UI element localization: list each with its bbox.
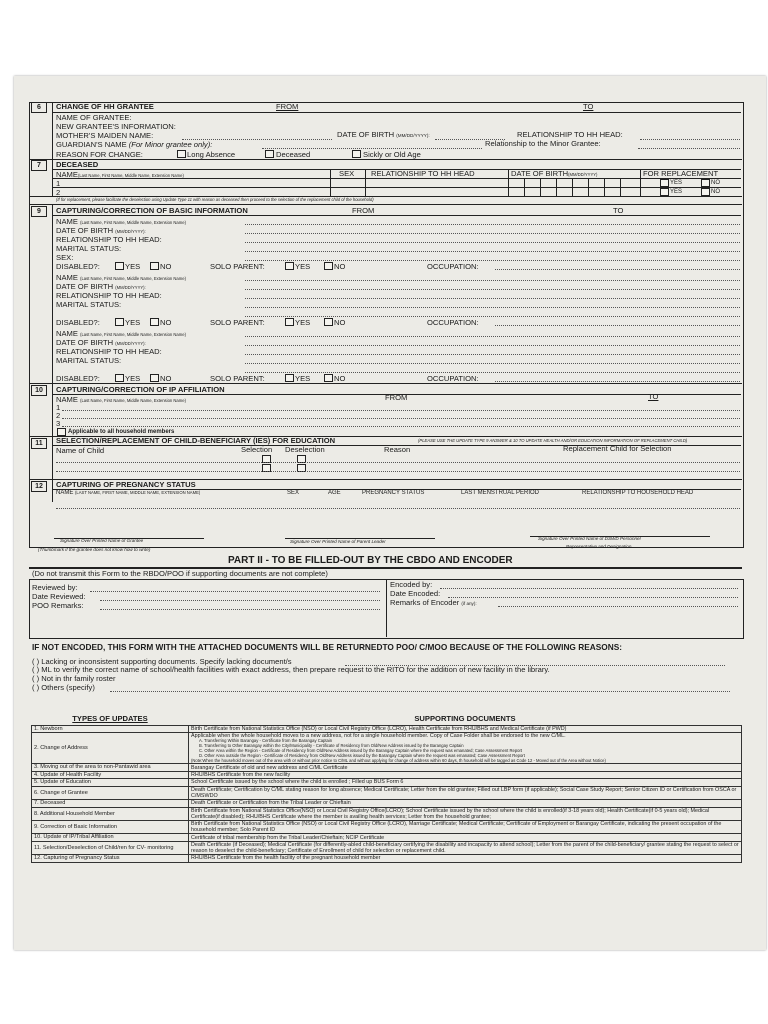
replacement-yes-label: YES bbox=[670, 180, 683, 186]
person-3-solo-yes-checkbox[interactable] bbox=[285, 374, 294, 382]
section-9-to: TO bbox=[613, 206, 624, 215]
update-docs-cell bbox=[189, 733, 742, 764]
replacement-no-checkbox[interactable] bbox=[701, 179, 710, 187]
preg-name-header bbox=[56, 490, 200, 496]
update-docs: RHU/BHS Certificate from the new facility bbox=[189, 771, 742, 778]
preg-lmp-header: LAST MENSTRUAL PERIOD bbox=[461, 490, 540, 496]
signature-grantee-label: Signature Over Printed Name of Grantee bbox=[60, 538, 144, 543]
section-10-number: 10 bbox=[31, 385, 47, 396]
section-6-to: TO bbox=[583, 102, 594, 111]
new-grantee-info-label: NEW GRANTEE'S INFORMATION: bbox=[56, 122, 176, 131]
update-docs: Certificate of tribal membership from the Tribal Leader/Chieftain; NCIP Certificate bbox=[189, 834, 742, 841]
name-hint: (Last Name, First Name, Middle Name, Extension Name) bbox=[77, 173, 184, 178]
rule bbox=[29, 383, 742, 384]
sub-item: A. Transferring Within Barangay - Certificate from the Barangay Captain bbox=[199, 738, 333, 744]
yes-label: YES bbox=[125, 374, 141, 383]
update-type: 2. Change of Address bbox=[32, 733, 189, 764]
person-1-disabled-yes-checkbox[interactable] bbox=[115, 262, 124, 270]
update-docs: Death Certificate; Certification by C/ML stating reason for long absence; Medical Certificate; Letter from the old grantee; Filled out LBP form (if applicable); Social Case Study Report; Senior Citizen ID or Certification from OSCA or C/MSWDO bbox=[189, 786, 742, 799]
reasons-title: IF NOT ENCODED, THIS FORM WITH THE ATTACHED DOCUMENTS WILL BE RETURNEDTO POO/ C/MOO BECAUSE OF THE FOLLOWING REASONS: bbox=[32, 642, 622, 652]
signature-dswd-label: Signature Over Printed Name of DSWD Personnel bbox=[538, 536, 641, 541]
ip-row-3: 3 bbox=[56, 419, 61, 428]
section-9-number: 9 bbox=[31, 206, 47, 217]
name-hint: (Last Name, First Name, Middle Name, Extension Name) bbox=[80, 276, 186, 281]
replacement-yes-label: YES bbox=[670, 189, 683, 195]
table-row bbox=[32, 764, 742, 771]
mother-maiden-label: MOTHER'S MAIDEN NAME: bbox=[56, 131, 154, 140]
ip-row-3-field[interactable] bbox=[62, 426, 740, 427]
person-1-name-field[interactable] bbox=[245, 224, 740, 225]
deceased-dob-header bbox=[511, 170, 597, 178]
reason-header: Reason bbox=[384, 445, 411, 454]
remarks-encoder-field[interactable] bbox=[498, 606, 738, 607]
update-type: 5. Update of Education bbox=[32, 779, 189, 786]
dob-format: (MM/DD/YYYY): bbox=[115, 229, 146, 234]
reason-4-field[interactable] bbox=[110, 691, 730, 692]
date-cell bbox=[604, 178, 605, 196]
section-divider bbox=[52, 384, 53, 436]
deceased-rel-header: RELATIONSHIP TO HH HEAD bbox=[371, 169, 475, 178]
name-hint: (Last Name, First Name, Middle Name, Extension Name) bbox=[80, 332, 186, 337]
section-divider bbox=[52, 205, 53, 383]
person-3-solo-label: SOLO PARENT: bbox=[210, 374, 265, 383]
person-1-name-label bbox=[56, 218, 186, 226]
person-3-name-label bbox=[56, 330, 186, 338]
person-3-relationship-label: RELATIONSHIP TO HH HEAD: bbox=[56, 347, 162, 356]
name-hint: (Last Name, First Name, Middle Name, Extension Name) bbox=[80, 220, 186, 225]
date-encoded-field[interactable] bbox=[448, 597, 738, 598]
reason-3: ( ) Not in thr family roster bbox=[32, 674, 116, 683]
person-3-solo-no-checkbox[interactable] bbox=[324, 374, 333, 382]
applicable-all-label: Applicable to all household members bbox=[68, 429, 175, 435]
dob-text: DATE OF BIRTH bbox=[56, 338, 114, 347]
section-6-from: FROM bbox=[276, 102, 299, 111]
person-3-disabled-label: DISABLED?: bbox=[56, 374, 100, 383]
thumbmark-label: (Thumbmark if the grantee does not know how to write) bbox=[38, 547, 151, 552]
dob-label bbox=[337, 131, 430, 139]
name-hint: (LAST NAME, FIRST NAME, MIDDLE NAME, EXTENSION NAME) bbox=[75, 490, 201, 495]
supporting-documents-table bbox=[31, 714, 742, 863]
deceased-replacement-header: FOR REPLACEMENT bbox=[643, 169, 719, 178]
dob-format: (MM/DD/YYYY): bbox=[115, 341, 146, 346]
section-7-number: 7 bbox=[31, 160, 47, 171]
selection-header: Selection bbox=[241, 445, 273, 454]
section-9-title: CAPTURING/CORRECTION OF BASIC INFORMATION bbox=[56, 206, 248, 215]
person-3-sex-field[interactable] bbox=[245, 372, 740, 373]
rule bbox=[29, 204, 742, 205]
update-type: 8. Additional Household Member bbox=[32, 807, 189, 820]
ip-row-2: 2 bbox=[56, 411, 61, 420]
person-3-occupation-label: OCCUPATION: bbox=[427, 374, 479, 383]
section-divider bbox=[52, 437, 53, 479]
date-reviewed-label: Date Reviewed: bbox=[32, 592, 86, 601]
update-docs: Birth Certificate from National Statistics Office (NSO) or Local Civil Registry Office (LCRO), Health Certificate from RHU/BHS and Medical Certificate (if PWD) bbox=[189, 725, 742, 732]
remarks-text: Remarks of Encoder bbox=[390, 598, 460, 607]
reason-1: ( ) Lacking or inconsistent supporting documents. Specify lacking document/s bbox=[32, 657, 292, 666]
ip-from-label: FROM bbox=[385, 393, 408, 402]
dob-text: DATE OF BIRTH bbox=[56, 282, 114, 291]
person-2-sex-field[interactable] bbox=[245, 316, 740, 317]
deceased-row-2: 2 bbox=[56, 188, 61, 197]
guardian-label bbox=[56, 141, 212, 149]
person-2-occupation-field[interactable] bbox=[495, 325, 740, 326]
section-12-title: CAPTURING OF PREGNANCY STATUS bbox=[56, 480, 196, 489]
signature-leader-label: Signature Over Printed Name of Parent Leader bbox=[290, 539, 386, 544]
guardian-text: GUARDIAN'S NAME bbox=[56, 140, 127, 149]
rule bbox=[53, 178, 741, 179]
person-2-marital-label: MARITAL STATUS: bbox=[56, 300, 122, 309]
date-cell bbox=[524, 178, 525, 196]
update-type: 12. Capturing of Pregnancy Status bbox=[32, 855, 189, 862]
update-docs: Barangay Certificate of old and new address and C/ML Certificate bbox=[189, 764, 742, 771]
name-text: NAME bbox=[56, 170, 78, 179]
yes-label: YES bbox=[295, 262, 311, 271]
person-1-occupation-field[interactable] bbox=[495, 269, 740, 270]
person-1-sex-field[interactable] bbox=[245, 260, 740, 261]
relationship-minor-label: Relationship to the Minor Grantee: bbox=[485, 139, 601, 148]
section-11-number: 11 bbox=[31, 438, 47, 449]
rule bbox=[29, 159, 742, 160]
person-1-dob-field[interactable] bbox=[245, 233, 740, 234]
update-type: 11. Selection/Deselection of Child/ren for CV- monitoring bbox=[32, 841, 189, 854]
person-2-relationship-field[interactable] bbox=[245, 298, 740, 299]
person-1-relationship-label: RELATIONSHIP TO HH HEAD: bbox=[56, 235, 162, 244]
if-any-note: (if any): bbox=[461, 601, 477, 606]
table-row bbox=[32, 855, 742, 862]
name-text: NAME bbox=[56, 217, 78, 226]
table-row bbox=[32, 725, 742, 732]
person-2-disabled-yes-checkbox[interactable] bbox=[115, 318, 124, 326]
dob-text: DATE OF BIRTH bbox=[56, 226, 114, 235]
table-header-row bbox=[32, 714, 742, 725]
dob-text: DATE OF BIRTH bbox=[337, 130, 395, 139]
deceased-sex-header: SEX bbox=[339, 169, 355, 178]
person-3-relationship-field[interactable] bbox=[245, 354, 740, 355]
ip-row-1-field[interactable] bbox=[62, 410, 740, 411]
no-label: NO bbox=[160, 374, 172, 383]
no-label: NO bbox=[334, 374, 346, 383]
date-cell bbox=[540, 178, 541, 196]
section-11-note: (PLEASE USE THE UPDATE TYPE 9 ANSWER & 10 TO UPDATE HEALTH AND/OR EDUCATION INFORMATION OF REPLACEMENT CHILD) bbox=[418, 438, 688, 443]
person-1-relationship-field[interactable] bbox=[245, 242, 740, 243]
person-2-disabled-no-checkbox[interactable] bbox=[150, 318, 159, 326]
sub-item: C. Other Area within the Region - Certificate of Residency from Old/New Address issued by the Barangay Captain where the request was emanated; Case Assessment Report bbox=[199, 748, 523, 753]
person-1-solo-yes-checkbox[interactable] bbox=[285, 262, 294, 270]
person-2-marital-field[interactable] bbox=[245, 307, 740, 308]
update-docs: Birth Certificate from National Statistics Office (NSO) or Local Civil Registry Office (LCRO), Marriage Certificate; Medical Certificate; Certificate of Employment or Barangay Certificate, indicating the present occupation of the household member; Solo Parent ID bbox=[189, 820, 742, 833]
preg-row-field[interactable] bbox=[56, 508, 740, 509]
person-3-name-field[interactable] bbox=[245, 336, 740, 337]
section-6-title: CHANGE OF HH GRANTEE bbox=[56, 102, 154, 111]
encoded-by-label: Encoded by: bbox=[390, 580, 433, 589]
replacement-yes-checkbox[interactable] bbox=[660, 188, 669, 196]
sickly-checkbox[interactable] bbox=[352, 150, 361, 158]
person-1-sex-label: SEX: bbox=[56, 253, 74, 262]
guardian-field[interactable] bbox=[262, 148, 482, 149]
table-row bbox=[32, 834, 742, 841]
update-docs: School Certificate issued by the school where the child is enrolled ; Filled up BUS Form 6 bbox=[189, 779, 742, 786]
person-3-dob-field[interactable] bbox=[245, 345, 740, 346]
deceased-row-1: 1 bbox=[56, 179, 61, 188]
types-header: TYPES OF UPDATES bbox=[72, 714, 148, 723]
yes-label: YES bbox=[125, 262, 141, 271]
ip-name-label bbox=[56, 396, 186, 404]
ip-row-2-field[interactable] bbox=[62, 418, 740, 419]
sub-note: (Note:When the household moves out of the area with or without prior notice to C/ML and without applying for change of address within 60 days, th household will be tagged as Code 12 - Moved out of the Area without Notice) bbox=[191, 757, 606, 763]
name-text: NAME bbox=[56, 329, 78, 338]
name-hint: (Last Name, First Name, Middle Name, Extension Name) bbox=[80, 398, 186, 403]
table-row bbox=[32, 779, 742, 786]
deceased-label: Deceased bbox=[276, 150, 311, 159]
person-2-solo-yes-checkbox[interactable] bbox=[285, 318, 294, 326]
deselection-header: Deselection bbox=[285, 445, 325, 454]
dob-format: (MM/DD/YYYY) bbox=[568, 172, 598, 177]
person-2-dob-label bbox=[56, 283, 146, 291]
person-3-marital-field[interactable] bbox=[245, 363, 740, 364]
col-line bbox=[330, 169, 331, 196]
update-docs: Birth Certificate from National Statistics Office(NSO) or Local Civil Registry Office(LCRO); School Certificate issued by the school where the child is enrolled(if 3-18 years old); Health Certificate(if 0-5 years old); Medical Certificate(if disabled); RHU/BHS Certificate where the member is availing health services; Letter from the household grantee; bbox=[189, 807, 742, 820]
name-text: NAME bbox=[56, 490, 74, 496]
section-6-number: 6 bbox=[31, 102, 47, 113]
rule bbox=[53, 112, 741, 113]
table-row bbox=[32, 820, 742, 833]
section-divider bbox=[52, 480, 53, 502]
person-2-name-field[interactable] bbox=[245, 280, 740, 281]
person-1-solo-no-checkbox[interactable] bbox=[324, 262, 333, 270]
part2-divider bbox=[386, 579, 387, 637]
child-row-2-field[interactable] bbox=[56, 471, 740, 472]
poo-remarks-label: POO Remarks: bbox=[32, 601, 84, 610]
table-row bbox=[32, 771, 742, 778]
update-docs: Death Certificate or Certification from the Tribal Leader or Chieftain bbox=[189, 800, 742, 807]
preg-status-header: PREGNANCY STATUS bbox=[362, 490, 425, 496]
update-docs: RHU/BHS Certificate from the health facility of the pregnant household member bbox=[189, 855, 742, 862]
section-7-title: DECEASED bbox=[56, 160, 99, 169]
relationship-hh-field[interactable] bbox=[640, 139, 740, 140]
table-row bbox=[32, 800, 742, 807]
sub-item: D. Other Area outside the Region - Certificate of Residency from Old/New Address issued by the Barangay Captain where the request was emanated; Case Assessment Report bbox=[199, 752, 525, 758]
child-name-header: Name of Child bbox=[56, 446, 105, 455]
person-2-solo-no-checkbox[interactable] bbox=[324, 318, 333, 326]
person-1-solo-label: SOLO PARENT: bbox=[210, 262, 265, 271]
ip-row-1: 1 bbox=[56, 403, 61, 412]
deceased-note: (If for replacement, please facilitate the deselection using Update Type 11 with reason as deceased then proceed to the selection of the replacement child of the household) bbox=[56, 197, 374, 202]
update-type: 3. Moving out of the area to non-Pantawid area bbox=[32, 764, 189, 771]
docs-header: SUPPORTING DOCUMENTS bbox=[414, 714, 516, 723]
remarks-encoder-label bbox=[390, 599, 477, 607]
col-line bbox=[640, 169, 641, 196]
person-2-solo-label: SOLO PARENT: bbox=[210, 318, 265, 327]
update-type: 4. Update of Health Facility bbox=[32, 771, 189, 778]
yes-label: YES bbox=[295, 374, 311, 383]
person-2-disabled-label: DISABLED?: bbox=[56, 318, 100, 327]
encoded-by-field[interactable] bbox=[440, 588, 738, 589]
reason-label: REASON FOR CHANGE: bbox=[56, 150, 143, 159]
part2-title: PART II - TO BE FILLED-OUT BY THE CBDO AND ENCODER bbox=[228, 555, 513, 566]
date-encoded-label: Date Encoded: bbox=[390, 589, 441, 598]
sub-item: B. Transferring to Other Barangay within the City/Municipality - Certificate of Residency from Old/New Address issued by the Barangay Captain bbox=[199, 743, 464, 749]
person-3-disabled-yes-checkbox[interactable] bbox=[115, 374, 124, 382]
section-divider bbox=[52, 102, 53, 159]
person-2-dob-field[interactable] bbox=[245, 289, 740, 290]
replacement-child-header: Replacement Child for Selection bbox=[563, 444, 672, 453]
table-row bbox=[32, 733, 742, 764]
yes-label: YES bbox=[295, 318, 311, 327]
replacement-no-label: NO bbox=[711, 180, 720, 186]
person-1-occupation-label: OCCUPATION: bbox=[427, 262, 479, 271]
yes-label: YES bbox=[125, 318, 141, 327]
no-label: NO bbox=[334, 318, 346, 327]
person-3-marital-label: MARITAL STATUS: bbox=[56, 356, 122, 365]
date-cell bbox=[620, 178, 621, 196]
dob-text: DATE OF BIRTH bbox=[511, 169, 569, 178]
deceased-checkbox[interactable] bbox=[265, 150, 274, 158]
person-3-disabled-no-checkbox[interactable] bbox=[150, 374, 159, 382]
update-type: 10. Update of IP/Tribal Affiliation bbox=[32, 834, 189, 841]
name-text: NAME bbox=[56, 395, 78, 404]
applicable-all-checkbox[interactable] bbox=[57, 428, 66, 436]
date-cell bbox=[556, 178, 557, 196]
section-10-title: CAPTURING/CORRECTION OF IP AFFILIATION bbox=[56, 385, 225, 394]
sickly-label: Sickly or Old Age bbox=[363, 150, 421, 159]
no-label: NO bbox=[160, 262, 172, 271]
rule bbox=[53, 215, 741, 216]
long-absence-label: Long Absence bbox=[187, 150, 236, 159]
date-reviewed-field[interactable] bbox=[100, 600, 380, 601]
no-label: NO bbox=[160, 318, 172, 327]
reason-4: ( ) Others (specify) bbox=[32, 683, 95, 692]
update-type: 9. Correction of Basic Information bbox=[32, 820, 189, 833]
reason-2: ( ) ML to verify the correct name of school/health facilities with exact address, then prepare request to the RITO for the addition of new facility in the library. bbox=[32, 665, 550, 674]
table-row bbox=[32, 841, 742, 854]
grantee-name-label: NAME OF GRANTEE: bbox=[56, 113, 132, 122]
replacement-yes-checkbox[interactable] bbox=[660, 179, 669, 187]
reviewed-by-label: Reviewed by: bbox=[32, 583, 78, 592]
child-row-1-field[interactable] bbox=[56, 462, 740, 463]
person-2-occupation-label: OCCUPATION: bbox=[427, 318, 479, 327]
poo-remarks-field[interactable] bbox=[100, 609, 380, 610]
person-2-relationship-label: RELATIONSHIP TO HH HEAD: bbox=[56, 291, 162, 300]
table-row bbox=[32, 807, 742, 820]
section-11-title: SELECTION/REPLACEMENT OF CHILD-BENEFICIARY (IES) FOR EDUCATION bbox=[56, 436, 336, 445]
date-cell bbox=[572, 178, 573, 196]
update-type: 6. Change of Grantee bbox=[32, 786, 189, 799]
rule bbox=[53, 187, 741, 188]
person-1-disabled-no-checkbox[interactable] bbox=[150, 262, 159, 270]
section-12-number: 12 bbox=[31, 481, 47, 492]
person-3-dob-label bbox=[56, 339, 146, 347]
person-1-dob-label bbox=[56, 227, 146, 235]
dob-format: (MM/DD/YYYY): bbox=[396, 133, 430, 138]
person-2-name-label bbox=[56, 274, 186, 282]
table-row bbox=[32, 786, 742, 799]
update-docs: Applicable when the whole household moves to a new address, not for a single household member. Copy of Case Folder shall be endorsed to the new C/ML. bbox=[191, 733, 566, 740]
relationship-minor-field[interactable] bbox=[638, 148, 740, 149]
long-absence-checkbox[interactable] bbox=[177, 150, 186, 158]
part2-note: (Do not transmit this Form to the RBDO/POO if supporting documents are not complete) bbox=[32, 569, 328, 578]
col-line bbox=[365, 169, 366, 196]
reviewed-by-field[interactable] bbox=[90, 591, 380, 592]
no-label: NO bbox=[334, 262, 346, 271]
relationship-hh-label: RELATIONSHIP TO HH HEAD: bbox=[517, 130, 623, 139]
signature-dswd-designation: Representative and Designation bbox=[566, 544, 632, 549]
replacement-no-label: NO bbox=[711, 189, 720, 195]
preg-sex-header: SEX bbox=[287, 490, 300, 496]
person-1-marital-field[interactable] bbox=[245, 251, 740, 252]
person-1-marital-label: MARITAL STATUS: bbox=[56, 244, 122, 253]
ip-to-label: TO bbox=[648, 392, 659, 401]
col-line bbox=[508, 169, 509, 196]
dob-format: (MM/DD/YYYY): bbox=[115, 285, 146, 290]
preg-age-header: AGE bbox=[328, 490, 341, 496]
date-cell bbox=[588, 178, 589, 196]
update-type: 7. Deceased bbox=[32, 800, 189, 807]
name-text: NAME bbox=[56, 273, 78, 282]
replacement-no-checkbox[interactable] bbox=[701, 188, 710, 196]
preg-rel-header: RELATIONSHIP TO HOUSEHOLD HEAD bbox=[582, 490, 694, 496]
person-3-occupation-field[interactable] bbox=[495, 381, 740, 382]
section-9-from: FROM bbox=[352, 206, 375, 215]
guardian-note: (For Minor grantee only): bbox=[128, 140, 213, 149]
update-docs: Death Certificate (if Deceased); Medical Certificate (for differently-abled child-beneficiary certifying the disability and incapacity to attend school); Letter from the parent of the child-beneficiary/ grantee stating the request to select or reason to deselect the child-beneficiary; Certificate of Enrollment of child for selection or replacement child. bbox=[189, 841, 742, 854]
update-type: 1. Newborn bbox=[32, 725, 189, 732]
person-1-disabled-label: DISABLED?: bbox=[56, 262, 100, 271]
